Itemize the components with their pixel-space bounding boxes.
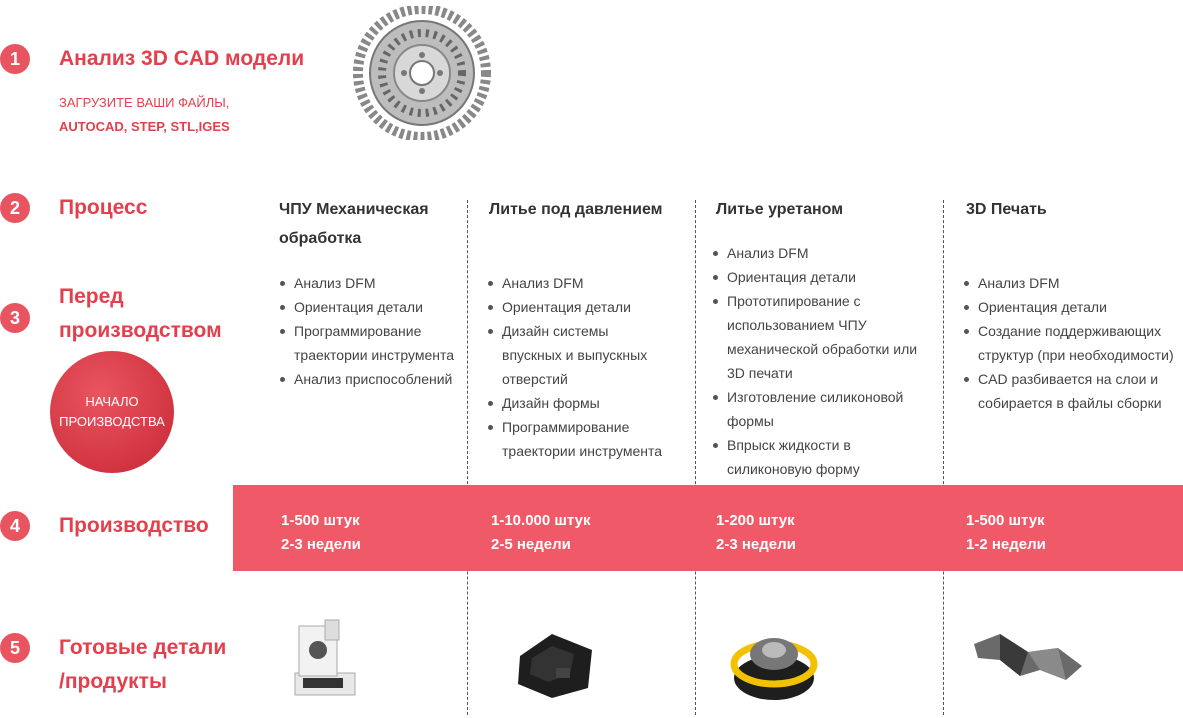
injection-lead-time: 2-5 недели [491,536,571,553]
list-item: Впрыск жидкости в [713,433,917,457]
step-title-finished-line2: /продукты [59,670,167,693]
list-item: Создание поддерживающих [964,319,1174,343]
step-title-finished-line1: Готовые детали [59,636,227,659]
injection-production-info [491,509,590,557]
injection-part-image [512,628,598,700]
upload-formats: AUTOCAD, STEP, STL,IGES [59,119,230,134]
step-title-analysis: Анализ 3D CAD модели [59,47,305,70]
upload-hint-line1: ЗАГРУЗИТЕ ВАШИ ФАЙЛЫ, [59,95,230,110]
list-item: Анализ приспособлений [280,367,454,391]
list-item: Ориентация детали [964,295,1174,319]
start-badge-line2: ПРОИЗВОДСТВА [59,414,165,429]
column-divider-2 [695,200,696,715]
print3d-part-image [970,630,1088,688]
list-item: Изготовление силиконовой [713,385,917,409]
cnc-part-image [285,618,361,700]
urethane-production-info [716,509,796,557]
list-item: Анализ DFM [488,271,662,295]
list-item-continuation: механической обработки или [727,341,918,357]
list-item: Анализ DFM [280,271,454,295]
urethane-quantity: 1-200 штук [716,512,795,529]
gear-wheel-image [352,6,492,140]
list-item-continuation: силиконовую форму [727,461,860,477]
list-item-continuation: траектории инструмента [294,347,455,363]
list-item: Ориентация детали [280,295,454,319]
list-item: CAD разбивается на слои и [964,367,1174,391]
column-divider-1 [467,200,468,715]
list-item-continuation: 3D печати [727,365,793,381]
cnc-preproduction-list [280,271,454,391]
list-item-continuation: собирается в файлы сборки [978,395,1162,411]
list-item: Прототипирование с [713,289,917,313]
print3d-production-info [966,509,1046,557]
urethane-lead-time: 2-3 недели [716,536,796,553]
urethane-preproduction-list [713,241,917,481]
step-title-process: Процесс [59,196,148,219]
process-urethane-title: Литье уретаном [716,201,844,218]
process-cnc-title-line1: ЧПУ Механическая [279,201,429,218]
list-item: Программирование [280,319,454,343]
list-item: Ориентация детали [713,265,917,289]
print3d-quantity: 1-500 штук [966,512,1045,529]
list-item: Программирование [488,415,662,439]
print3d-lead-time: 1-2 недели [966,536,1046,553]
cnc-lead-time: 2-3 недели [281,536,361,553]
step-title-finished [59,631,226,699]
process-cnc-title-line2: обработка [279,230,362,247]
injection-quantity: 1-10.000 штук [491,512,591,529]
list-item-continuation: структур (при необходимости) [978,347,1174,363]
step-number-2: 2 [0,193,30,223]
start-badge-line1: НАЧАЛО [85,394,139,409]
list-item: Анализ DFM [964,271,1174,295]
step-number-5: 5 [0,633,30,663]
column-divider-3 [943,200,944,715]
list-item: Дизайн системы [488,319,662,343]
step-title-production: Производство [59,514,209,537]
step-number-4: 4 [0,511,30,541]
list-item-continuation: отверстий [502,371,568,387]
list-item-continuation: впускных и выпускных [502,347,648,363]
list-item-continuation: формы [727,413,774,429]
cnc-production-info [281,509,361,557]
cnc-quantity: 1-500 штук [281,512,360,529]
print3d-preproduction-list [964,271,1174,415]
list-item: Дизайн формы [488,391,662,415]
injection-preproduction-list [488,271,662,463]
step-number-1: 1 [0,44,30,74]
urethane-part-image [728,620,820,704]
step-number-3: 3 [0,303,30,333]
step-title-preproduction-line1: Перед [59,285,124,308]
process-3dprint-title: 3D Печать [966,201,1047,218]
step-title-preproduction [59,280,222,348]
list-item-continuation: использованием ЧПУ [727,317,867,333]
list-item: Ориентация детали [488,295,662,319]
step-title-preproduction-line2: производством [59,319,222,342]
process-injection-title: Литье под давлением [489,201,663,218]
list-item-continuation: траектории инструмента [502,443,663,459]
start-production-badge [50,351,174,473]
upload-hint [59,93,230,137]
process-cnc-title [279,195,429,253]
list-item: Анализ DFM [713,241,917,265]
